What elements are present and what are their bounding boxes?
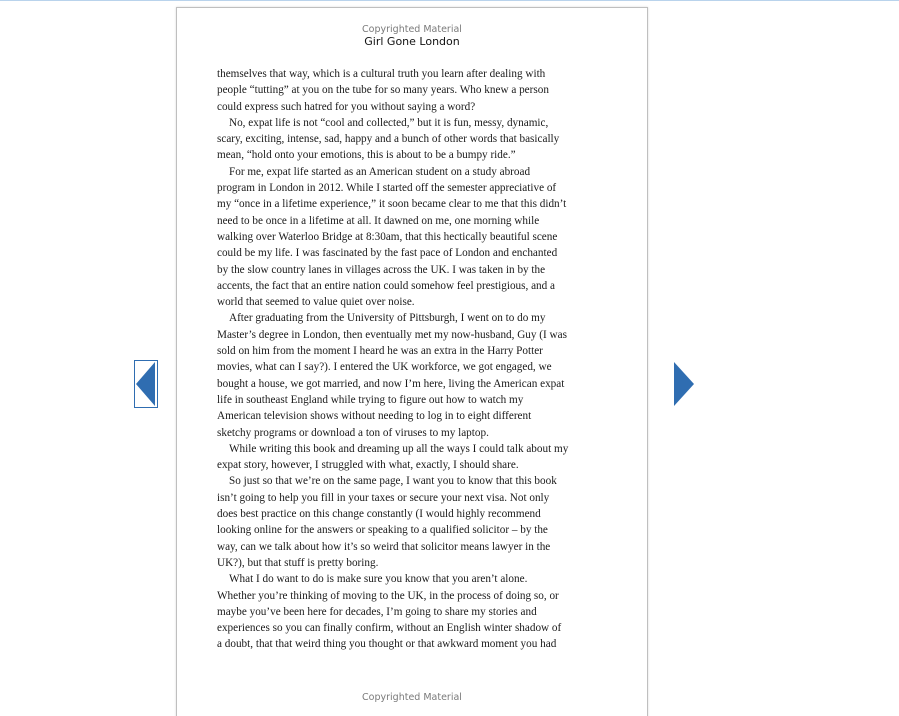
book-page	[176, 7, 648, 716]
text-line: sold on him from the moment I heard he was an extra in the Harry Potter	[217, 345, 543, 358]
text-line: UK?), but that stuff is pretty boring.	[217, 556, 379, 569]
text-line: could express such hatred for you without saying a word?	[217, 100, 476, 113]
text-line: movies, what can I say?). I entered the UK workforce, we got engaged, we	[217, 361, 552, 374]
text-line: accents, the fact that an entire nation could somehow feel prestigious, and a	[217, 279, 555, 292]
previous-page-button[interactable]	[134, 360, 158, 408]
chevron-right-icon	[672, 360, 696, 408]
text-line: isn’t going to help you fill in your taxes or secure your next visa. Not only	[217, 491, 550, 504]
page-body-text	[217, 66, 583, 653]
text-line: my “once in a lifetime experience,” it soon became clear to me that this didn’t	[217, 198, 567, 211]
text-line: scary, exciting, intense, sad, happy and a bunch of other words that basically	[217, 133, 560, 146]
running-head-title: Girl Gone London	[364, 35, 460, 48]
text-line: For me, expat life started as an American student on a study abroad	[229, 165, 531, 178]
text-line: bought a house, we got married, and now I’m here, living the American expat	[217, 377, 565, 390]
text-line: could be my life. I was fascinated by the fast pace of London and enchanted	[217, 247, 558, 260]
text-line: need to be once in a lifetime at all. It dawned on me, one morning while	[217, 214, 540, 227]
text-line: No, expat life is not “cool and collected,” but it is fun, messy, dynamic,	[229, 116, 549, 129]
chevron-left-icon	[134, 360, 158, 408]
text-line: world that seemed to value quiet over noise.	[217, 296, 415, 309]
text-line: sketchy programs or download a ton of viruses to my laptop.	[217, 426, 489, 439]
text-line: program in London in 2012. While I started off the semester appreciative of	[217, 182, 557, 195]
text-line: walking over Waterloo Bridge at 8:30am, that this hectically beautiful scene	[217, 230, 558, 243]
text-line: Whether you’re thinking of moving to the UK, in the process of doing so, or	[217, 589, 559, 602]
text-line: does best practice on this change constantly (I would highly recommend	[217, 508, 541, 521]
text-line: While writing this book and dreaming up all the ways I could talk about my	[229, 442, 569, 455]
text-line: by the slow country lanes in villages across the UK. I was taken in by the	[217, 263, 546, 276]
next-page-button[interactable]	[672, 360, 696, 408]
text-line: After graduating from the University of Pittsburgh, I went on to do my	[229, 312, 546, 325]
text-line: way, can we talk about how it’s so weird that solicitor means lawyer in the	[217, 540, 551, 553]
text-line: What I do want to do is make sure you know that you aren’t alone.	[229, 573, 528, 586]
copyright-notice-top: Copyrighted Material	[362, 24, 462, 35]
text-line: expat story, however, I struggled with what, exactly, I should share.	[217, 459, 519, 472]
copyright-notice-bottom: Copyrighted Material	[362, 692, 462, 703]
text-line: American television shows without needing to log in to eight different	[217, 410, 532, 423]
text-line: a doubt, that that weird thing you thought or that awkward moment you had	[217, 638, 557, 651]
text-line: Master’s degree in London, then eventually met my now-husband, Guy (I was	[217, 328, 567, 341]
text-line: looking online for the answers or speaking to a qualified solicitor – by the	[217, 524, 548, 537]
text-line: themselves that way, which is a cultural truth you learn after dealing with	[217, 68, 546, 80]
text-line: maybe you’ve been here for decades, I’m going to share my stories and	[217, 605, 537, 618]
text-line: experiences so you can finally confirm, without an English winter shadow of	[217, 622, 562, 635]
text-line: people “tutting” at you on the tube for so many years. Who knew a person	[217, 84, 549, 97]
text-line: mean, “hold onto your emotions, this is about to be a bumpy ride.”	[217, 149, 516, 162]
text-line: life in southeast England while trying to figure out how to watch my	[217, 393, 524, 406]
text-line: So just so that we’re on the same page, I want you to know that this book	[229, 475, 557, 488]
